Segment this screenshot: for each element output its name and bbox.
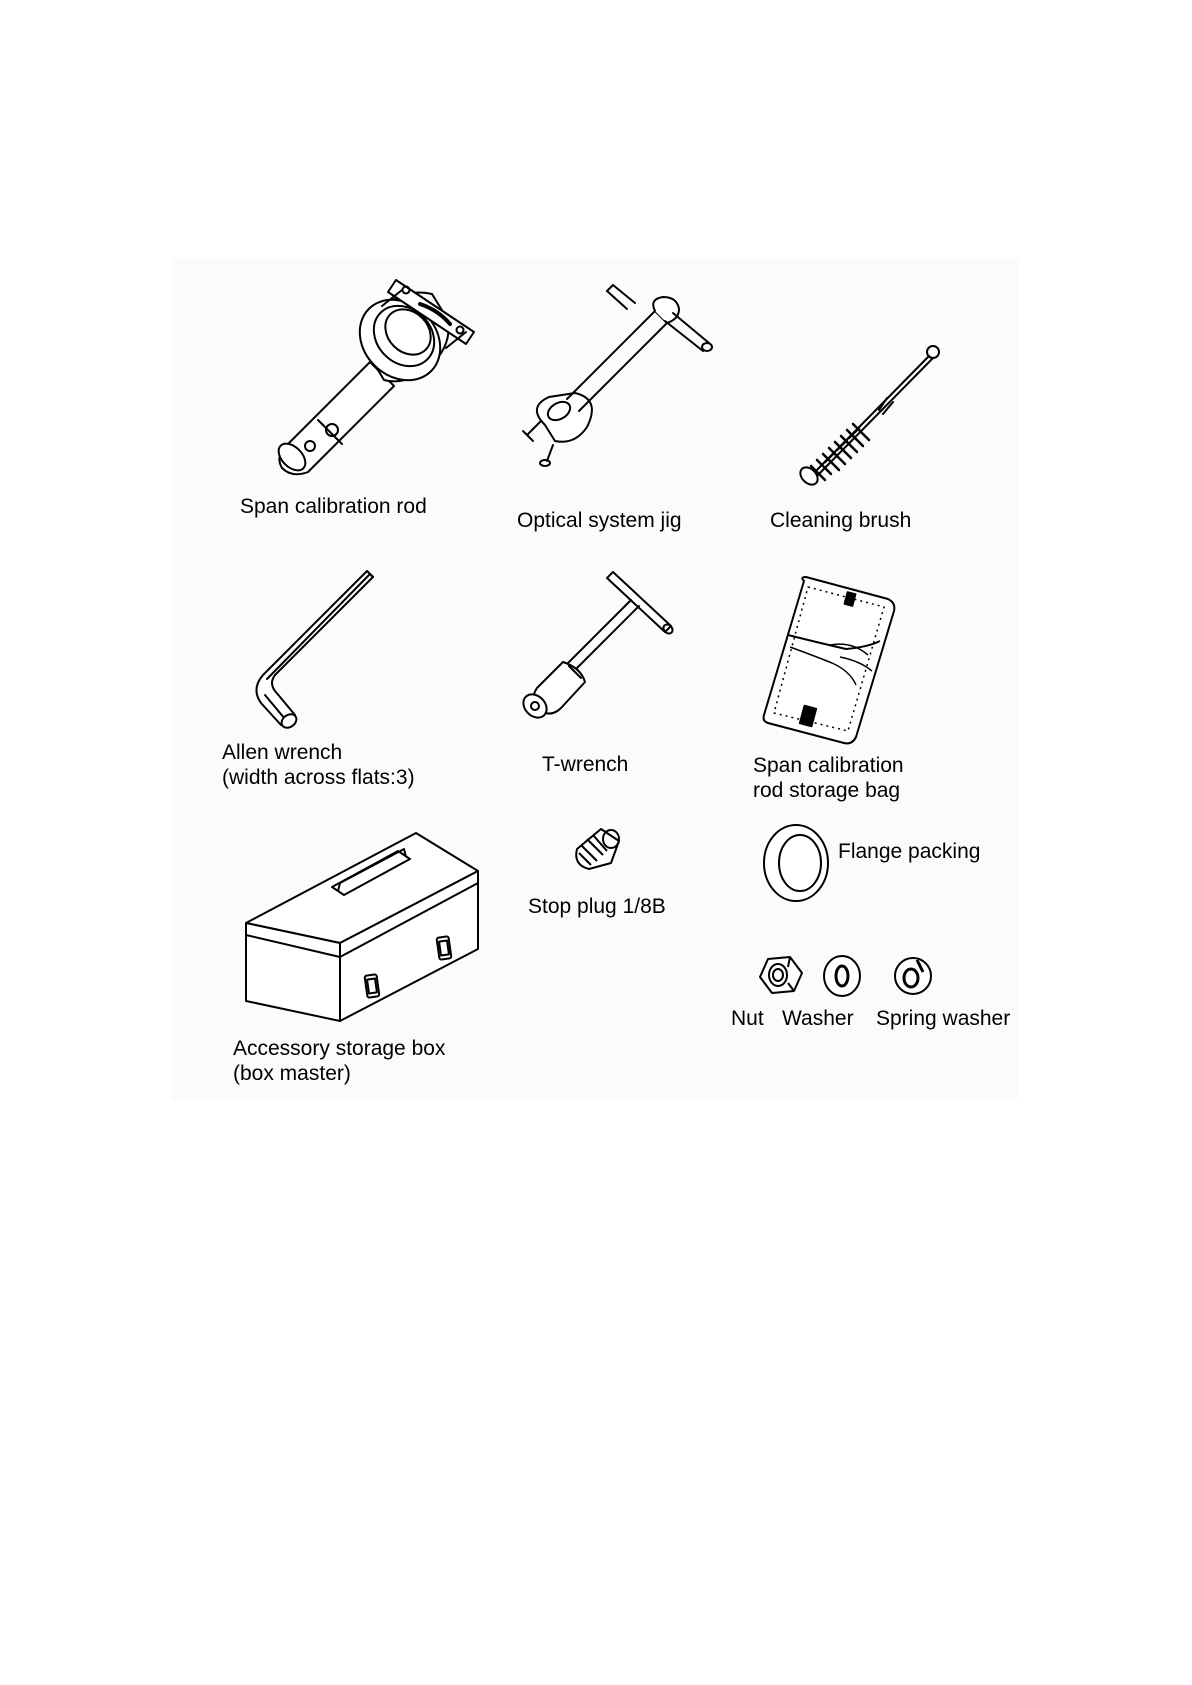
label-storage-bag [753, 753, 904, 803]
t-wrench-icon [515, 570, 680, 730]
nut-icon [758, 953, 804, 995]
label-washer: Washer [782, 1007, 854, 1030]
label-flange-packing: Flange packing [838, 840, 981, 863]
label-span-calibration-rod: Span calibration rod [240, 495, 427, 518]
label-allen-wrench [222, 740, 415, 790]
cleaning-brush-icon [785, 340, 945, 490]
span-calibration-rod-icon [270, 270, 485, 480]
label-line: Allen wrench [222, 741, 343, 764]
label-accessory-storage-box [233, 1036, 445, 1086]
label-line: rod storage bag [753, 779, 901, 802]
flange-packing-icon [760, 822, 832, 904]
label-line: Accessory storage box [233, 1037, 446, 1060]
spring-washer-icon [893, 956, 933, 996]
stop-plug-icon [567, 825, 625, 873]
label-cleaning-brush: Cleaning brush [770, 509, 912, 532]
optical-system-jig-icon [515, 285, 720, 495]
label-optical-system-jig: Optical system jig [517, 509, 682, 532]
storage-bag-icon [760, 575, 900, 750]
label-t-wrench: T-wrench [542, 753, 629, 776]
label-nut: Nut [731, 1007, 764, 1030]
label-line: (width across flats:3) [222, 766, 415, 789]
label-line: Span calibration [753, 754, 904, 777]
label-spring-washer: Spring washer [876, 1007, 1011, 1030]
washer-icon [822, 954, 862, 998]
label-stop-plug: Stop plug 1/8B [528, 895, 666, 918]
allen-wrench-icon [245, 565, 375, 740]
label-line: (box master) [233, 1062, 351, 1085]
toolbox-icon [240, 825, 485, 1025]
